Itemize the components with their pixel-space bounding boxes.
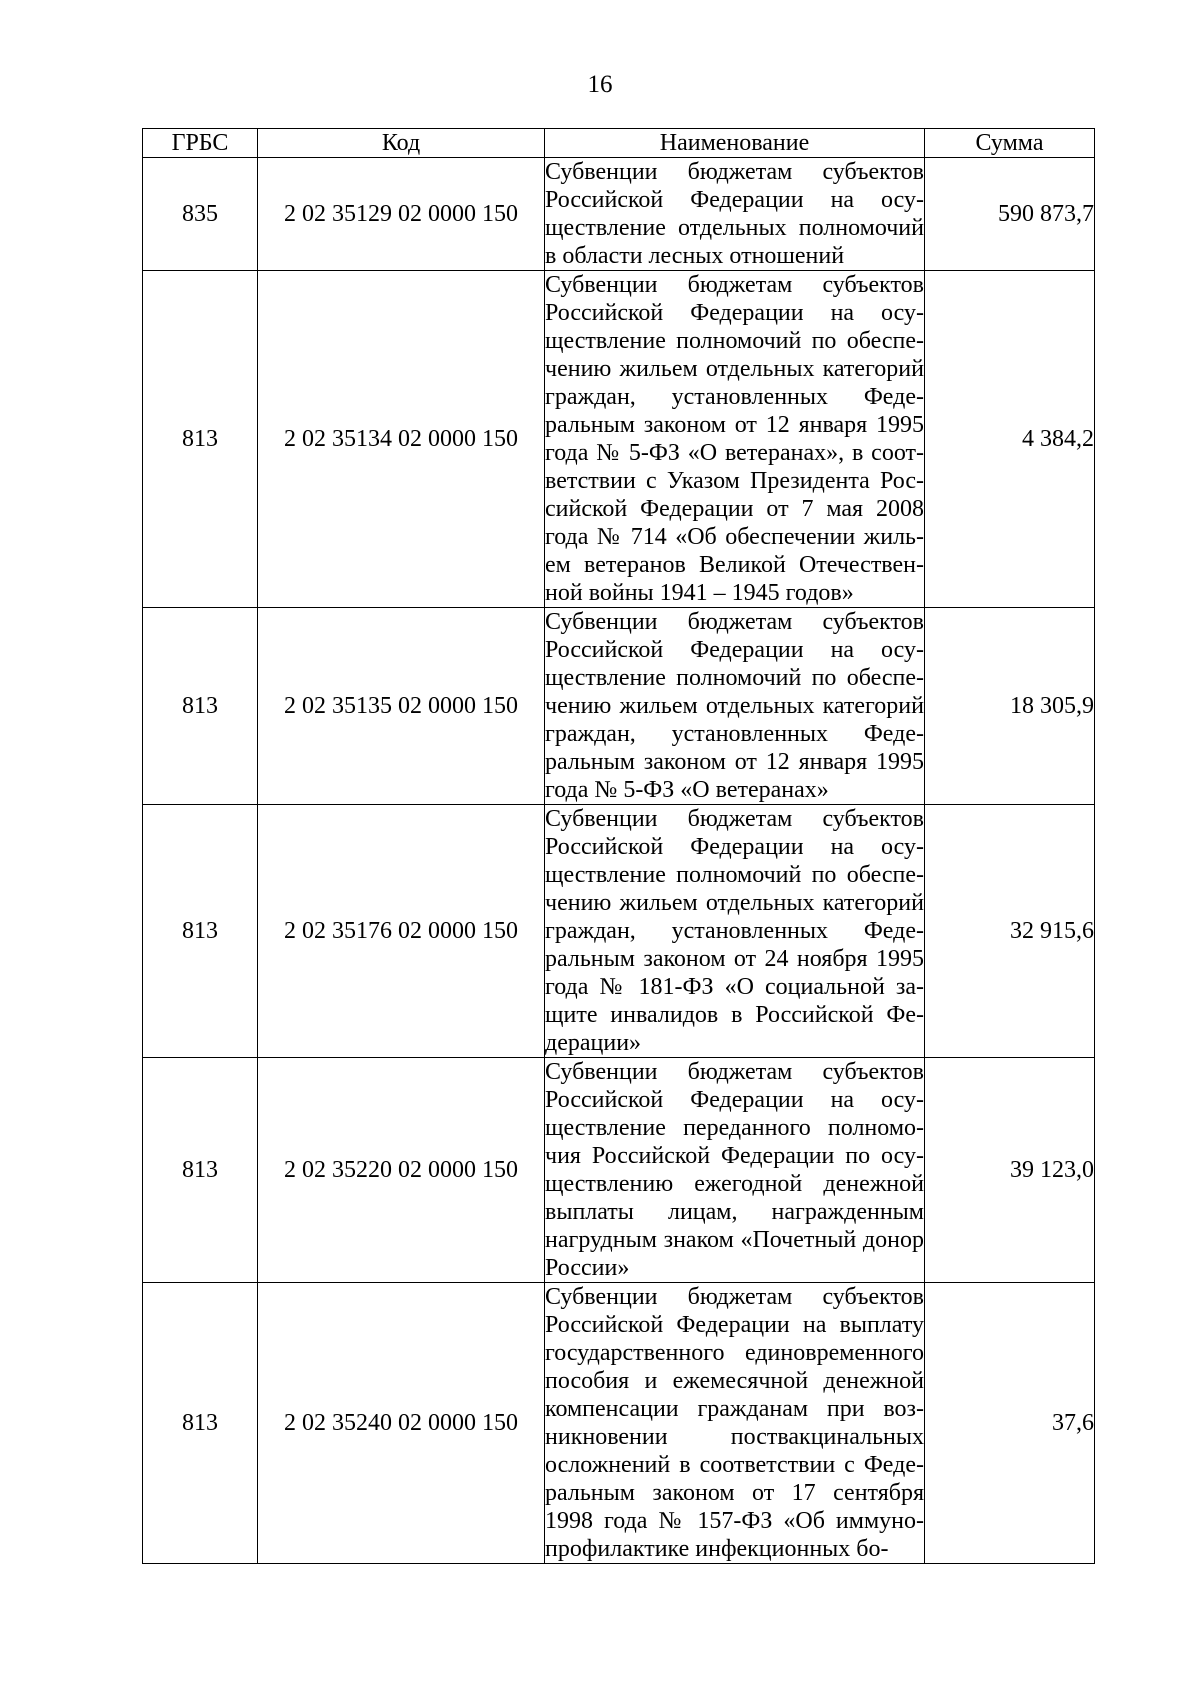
sum-cell: 4 384,2 [925, 271, 1095, 608]
code-cell: 2 02 35135 02 0000 150 [258, 608, 545, 805]
grbs-cell: 813 [143, 608, 258, 805]
page-number: 16 [587, 71, 613, 98]
sum-cell: 39 123,0 [925, 1058, 1095, 1283]
header-sum: Сумма [925, 129, 1095, 158]
code-cell: 2 02 35240 02 0000 150 [258, 1283, 545, 1564]
table-header [143, 129, 1095, 158]
grbs-cell: 813 [143, 271, 258, 608]
table-row [143, 805, 1095, 1058]
sum-cell: 32 915,6 [925, 805, 1095, 1058]
header-row [143, 129, 1095, 158]
table-row [143, 158, 1095, 271]
code-cell: 2 02 35220 02 0000 150 [258, 1058, 545, 1283]
table-row [143, 271, 1095, 608]
sum-cell: 18 305,9 [925, 608, 1095, 805]
table-body [143, 158, 1095, 1564]
sum-cell: 37,6 [925, 1283, 1095, 1564]
name-cell: Субвенции бюджетам субъектов Российской Федерации на выплату государственного единовременного пособия и ежемесячной денежной компенсации гражданам при возникновении поствакцинальных осложнений в соответствии с Федеральным законом от 17 сентября 1998 года № 157-ФЗ «Об иммунопрофилактике инфекционных бо- [545, 1284, 924, 1562]
name-cell: Субвенции бюджетам субъектов Российской Федерации на осуществление полномочий по обеспечению жильем отдельных категорий граждан, установленных Федеральным законом от 24 ноября 1995 года № 181-ФЗ «О социальной защите инвалидов в Российской Федерации» [545, 806, 924, 1056]
name-cell: Субвенции бюджетам субъектов Российской Федерации на осуществление отдельных полномочий в области лесных отношений [545, 159, 924, 269]
name-cell: Субвенции бюджетам субъектов Российской Федерации на осуществление полномочий по обеспечению жильем отдельных категорий граждан, установленных Федеральным законом от 12 января 1995 года № 5-ФЗ «О ветеранах» [545, 609, 924, 803]
table-row [143, 1283, 1095, 1564]
grbs-cell: 813 [143, 805, 258, 1058]
table-row [143, 608, 1095, 805]
sum-cell: 590 873,7 [925, 158, 1095, 271]
header-grbs: ГРБС [143, 129, 258, 158]
header-code: Код [258, 129, 545, 158]
header-name: Наименование [545, 129, 925, 158]
code-cell: 2 02 35176 02 0000 150 [258, 805, 545, 1058]
code-cell: 2 02 35134 02 0000 150 [258, 271, 545, 608]
code-cell: 2 02 35129 02 0000 150 [258, 158, 545, 271]
grbs-cell: 813 [143, 1283, 258, 1564]
name-cell: Субвенции бюджетам субъектов Российской Федерации на осуществление полномочий по обеспечению жильем отдельных категорий граждан, установленных Федеральным законом от 12 января 1995 года № 5-ФЗ «О ветеранах», в соответствии с Указом Президента Российской Федерации от 7 мая 2008 года № 714 «Об обеспечении жильем ветеранов Великой Отечественной войны 1941 – 1945 годов» [545, 272, 924, 606]
grbs-cell: 813 [143, 1058, 258, 1283]
grbs-cell: 835 [143, 158, 258, 271]
name-cell: Субвенции бюджетам субъектов Российской Федерации на осуществление переданного полномочия Российской Федерации по осуществлению ежегодной денежной выплаты лицам, награжденным нагрудным знаком «Почетный донор России» [545, 1059, 924, 1281]
budget-table [142, 128, 1095, 1564]
table-row [143, 1058, 1095, 1283]
